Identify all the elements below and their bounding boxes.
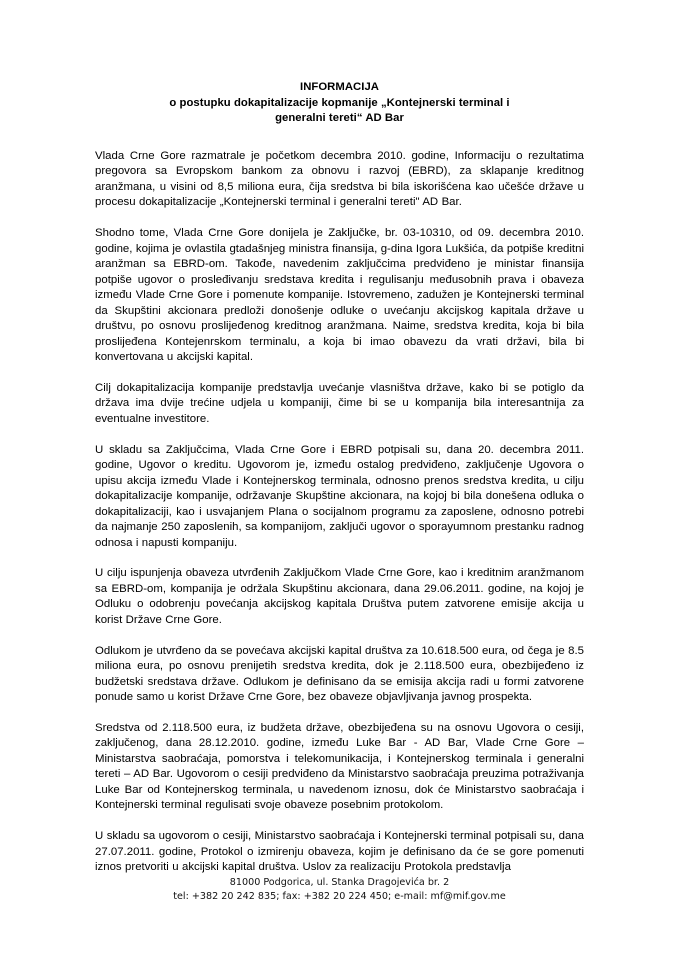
- footer-address: 81000 Podgorica, ul. Stanka Dragojevića br. 2: [229, 877, 450, 888]
- paragraph: U skladu sa ugovorom o cesiji, Ministarstvo saobraćaja i Kontejnerski terminal potpisali su, dana 27.07.2011. godine, Protokol o izmirenju obaveza, kojim je definisano da će se gore pomenuti iznos pretvoriti u akcijski kapital društva. Uslov za realizaciju Protokola predstavlja: [95, 830, 584, 874]
- document-body: [95, 80, 584, 876]
- title-subject-line-1: o postupku dokapitalizacije kopmanije „Kontejnerski terminal i: [169, 96, 510, 109]
- title-subject-line-2: generalni tereti“ AD Bar: [275, 112, 404, 125]
- title-heading: INFORMACIJA: [300, 81, 379, 93]
- footer-contact: tel: +382 20 242 835; fax: +382 20 224 450; e-mail: mf@mif.gov.me: [173, 891, 506, 902]
- page-footer: [0, 876, 679, 904]
- paragraph-list: [95, 149, 584, 876]
- paragraph: U skladu sa Zaključcima, Vlada Crne Gore i EBRD potpisali su, dana 20. decembra 2011. godine, Ugovor o kreditu. Ugovorom je, između ostalog predviđeno, zaključenje Ugovora o upisu akcija između Vlade i Kontejnerskog terminala, odnosno prenos sredstva kredita, u cilju dokapitalizacije kompanije, održavanje Skupštine akcionara, na kojoj bi bila donešena odluka o dokapitalizaciji, kao i usvajanjem Plana o socijalnom programu za zaposlene, odnosno potrebi da najmanje 250 zaposlenih, sa kompanijom, zaključi ugovor o sporayumnom prestanku radnog odnosa i napusti kompaniju.: [95, 443, 584, 549]
- page-title: [95, 80, 584, 127]
- paragraph: Shodno tome, Vlada Crne Gore donijela je Zaključke, br. 03-10310, od 09. decembra 2010. godine, kojima je ovlastila gtadašnjeg ministra finansija, g-dina Igora Lukšića, da potpiše kreditni aranžman sa EBRD-om. Takođe, navedenim zaključcima predviđeno je ministar finansija potpiše ugovor o prosleđivanju sredstava kredita i regulisanju međusobnih prava i obaveza između Vlade Crne Gore i pomenute kompanije. Istovremeno, zadužen je Kontejnerski terminal da Skupštini akcionara predloži donošenje odluke o uvećanju akcijskog kapitala države u društvu, po osnovu proslijeđenog kreditnog aranžmana. Naime, sredstva kredita, koja bi bila proslijeđena Kontejenrskom terminalu, a koja bi imao obavezu da vrati državi, bila bi konvertovana u akcijski kapital.: [95, 226, 584, 364]
- paragraph: Vlada Crne Gore razmatrale je početkom decembra 2010. godine, Informaciju o rezultatima pregovora sa Evropskom bankom za obnovu i razvoj (EBRD), za sklapanje kreditnog aranžmana, u visini od 8,5 miliona eura, čija sredstva bi bila iskorišćena kao učešće države u procesu dokapitalizacije „Kontejnerski terminal i generalni tereti" AD Bar.: [95, 149, 584, 209]
- paragraph: Cilj dokapitalizacija kompanije predstavlja uvećanje vlasništva države, kako bi se potiglo da država ima dvije trećine udjela u kompaniji, čime bi se u kompanija bila interesantnija za eventualne investitore.: [95, 381, 584, 425]
- paragraph: Odlukom je utvrđeno da se povećava akcijski kapital društva za 10.618.500 eura, od čega je 8.5 miliona eura, po osnovu prenijetih sredstva kredita, dok je 2.118.500 eura, obezbijeđeno iz budžetski sredstava države. Odlukom je definisano da se emisija akcija radi u formi zatvorene ponude samo u korist Države Crne Gore, bez obaveze objavljivanja javnog prospekta.: [95, 644, 584, 704]
- paragraph: U cilju ispunjenja obaveza utvrđenih Zaključkom Vlade Crne Gore, kao i kreditnim aranžmanom sa EBRD-om, kompanija je održala Skupštinu akcionara, dana 29.06.2011. godine, na kojoj je Odluku o odobrenju povećanja akcijskog kapitala Društva putem zatvorene emisije akcija u korist Države Crne Gore.: [95, 567, 584, 626]
- paragraph: Sredstva od 2.118.500 eura, iz budžeta države, obezbijeđena su na osnovu Ugovora o cesiji, zaključenog, dana 28.12.2010. godine, između Luke Bar - AD Bar, Vlade Crne Gore – Ministarstva saobraćaja, pomorstva i telekomunikacija, i Kontejnerskog terminala i generalni tereti – AD Bar. Ugovorom o cesiji predviđeno da Ministarstvo saobraćaja preuzima potraživanja Luke Bar od Kontejnerskog terminala, u navedenom iznosu, dok će Ministarstvo saobraćaja i Kontejnerski terminal regulisati svoje obaveze posebnim protokolom.: [95, 721, 584, 812]
